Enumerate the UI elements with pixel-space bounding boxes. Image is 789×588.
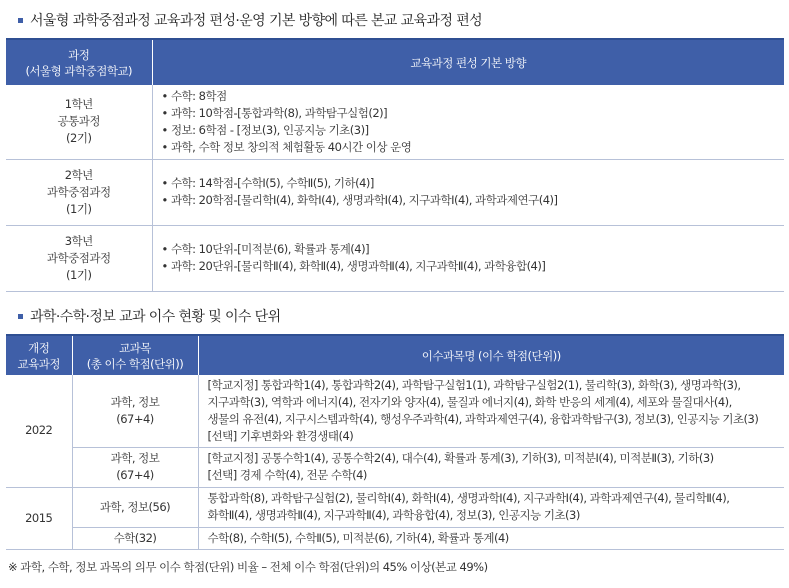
list-item: • 과학: 20단위-[물리학Ⅱ(4), 화학Ⅱ(4), 생명과학Ⅱ(4), 지구과학Ⅱ(4), 과학융합(4)]	[161, 259, 546, 273]
row-label-line: 2학년	[64, 167, 93, 182]
table-row	[6, 225, 784, 291]
row-label-line: 1학년	[64, 97, 93, 112]
row-label-line: 과학중점과정	[46, 184, 111, 199]
header-course-line1: 과정	[68, 47, 90, 62]
subject-cell	[72, 527, 198, 549]
course-line: 통합과학(8), 과학탐구실험(2), 물리학Ⅰ(4), 화학Ⅰ(4), 생명과학Ⅰ(4), 지구과학Ⅰ(4), 과학과제연구(4), 물리학Ⅱ(4),	[207, 491, 730, 505]
row-label-line: (1기)	[66, 201, 92, 216]
header-course	[6, 39, 152, 85]
list-item: • 수학: 10단위-[미적분(6), 확률과 통계(4)]	[161, 242, 370, 256]
courses-cell	[198, 527, 784, 549]
courses-cell	[198, 487, 784, 527]
footnote: ※ 과학, 수학, 정보 과목의 의무 이수 학점(단위) 비율 – 전체 이수 학점(단위)의 45% 이상(본교 49%)	[8, 560, 488, 574]
subject-line: 과학, 정보	[110, 451, 160, 465]
credits-table	[6, 334, 784, 550]
subject-cell	[72, 447, 198, 487]
subject-line: (67+4)	[116, 411, 154, 426]
row-label-line: 3학년	[64, 233, 93, 248]
row-content	[152, 85, 784, 159]
square-bullet-icon	[18, 18, 23, 23]
header-subject-line2: (총 이수 학점(단위))	[86, 356, 184, 371]
list-item: • 과학, 수학 정보 창의적 체험활동 40시간 이상 운영	[161, 139, 412, 154]
revision-year: 2015	[6, 487, 72, 549]
table-row	[6, 375, 784, 447]
subject-line: 과학, 정보(56)	[99, 499, 171, 514]
table-row	[6, 447, 784, 487]
row-content	[152, 225, 784, 291]
section1-title-text: 서울형 과학중점과정 교육과정 편성·운영 기본 방향에 따른 본교 교육과정 편성	[30, 13, 483, 29]
square-bullet-icon	[18, 314, 23, 319]
subject-cell	[72, 375, 198, 447]
row-label-line: 과학중점과정	[46, 250, 111, 265]
section1-title	[18, 10, 482, 30]
header-course-line2: (서울형 과학중점학교)	[25, 63, 133, 78]
header-subject-line1: 교과목	[119, 340, 151, 355]
table-row	[6, 487, 784, 527]
subject-line: 수학(32)	[113, 530, 157, 545]
header-revision-line1: 개정	[28, 340, 50, 355]
course-line: [학교지정] 통합과학1(4), 통합과학2(4), 과학탐구실험1(1), 과학탐구실험2(1), 물리학(3), 화학(3), 생명과학(3),	[207, 377, 741, 392]
course-line: 수학(8), 수학Ⅰ(5), 수학Ⅱ(5), 미적분(6), 기하(4), 확률과 통계(4)	[207, 530, 509, 545]
course-line: [학교지정] 공통수학1(4), 공통수학2(4), 대수(4), 확률과 통계(3), 기하(3), 미적분Ⅰ(4), 미적분Ⅱ(3), 기하(3)	[207, 451, 714, 465]
course-line: [선택] 기후변화와 환경생태(4)	[207, 428, 354, 443]
header-direction: 교육과정 편성 기본 방향	[152, 39, 784, 85]
row-label	[6, 225, 152, 291]
header-courses: 이수과목명 (이수 학점(단위))	[198, 335, 784, 375]
subject-line: (67+4)	[116, 468, 154, 482]
course-line: 화학Ⅱ(4), 생명과학Ⅱ(4), 지구과학Ⅱ(4), 과학융합(4), 정보(3), 인공지능 기초(3)	[207, 508, 580, 522]
header-revision	[6, 335, 72, 375]
courses-cell	[198, 375, 784, 447]
list-item: • 수학: 14학점-[수학Ⅰ(5), 수학Ⅱ(5), 기하(4)]	[161, 176, 374, 190]
header-revision-line2: 교육과정	[17, 356, 60, 371]
list-item: • 수학: 8학점	[161, 88, 227, 103]
course-line: 지구과학(3), 역학과 에너지(4), 전자기와 양자(4), 물질과 에너지(4), 화학 반응의 세계(4), 세포와 물질대사(4),	[207, 394, 732, 409]
row-content	[152, 159, 784, 225]
list-item: • 과학: 20학점-[물리학Ⅰ(4), 화학Ⅰ(4), 생명과학Ⅰ(4), 지구과학Ⅰ(4), 과학과제연구(4)]	[161, 193, 558, 207]
subject-cell	[72, 487, 198, 527]
header-subject	[72, 335, 198, 375]
courses-cell	[198, 447, 784, 487]
row-label-line: (2기)	[66, 131, 92, 146]
section2-title-text: 과학·수학·정보 교과 이수 현황 및 이수 단위	[30, 309, 281, 325]
table-row	[6, 159, 784, 225]
table-row	[6, 85, 784, 159]
course-line: [선택] 경제 수학(4), 전문 수학(4)	[207, 468, 367, 482]
table-row	[6, 527, 784, 549]
list-item: • 과학: 10학점-[통합과학(8), 과학탐구실험(2)]	[161, 105, 388, 120]
list-item: • 정보: 6학점 - [정보(3), 인공지능 기초(3)]	[161, 122, 369, 137]
revision-year: 2022	[6, 375, 72, 487]
row-label-line: 공통과정	[57, 114, 100, 129]
subject-line: 과학, 정보	[110, 394, 160, 409]
row-label	[6, 85, 152, 159]
course-line: 생물의 유전(4), 지구시스템과학(4), 행성우주과학(4), 과학과제연구(4), 융합과학탐구(3), 정보(3), 인공지능 기초(3)	[207, 411, 759, 426]
row-label	[6, 159, 152, 225]
row-label-line: (1기)	[66, 267, 92, 282]
section2-title	[18, 306, 281, 326]
curriculum-table	[6, 38, 784, 292]
